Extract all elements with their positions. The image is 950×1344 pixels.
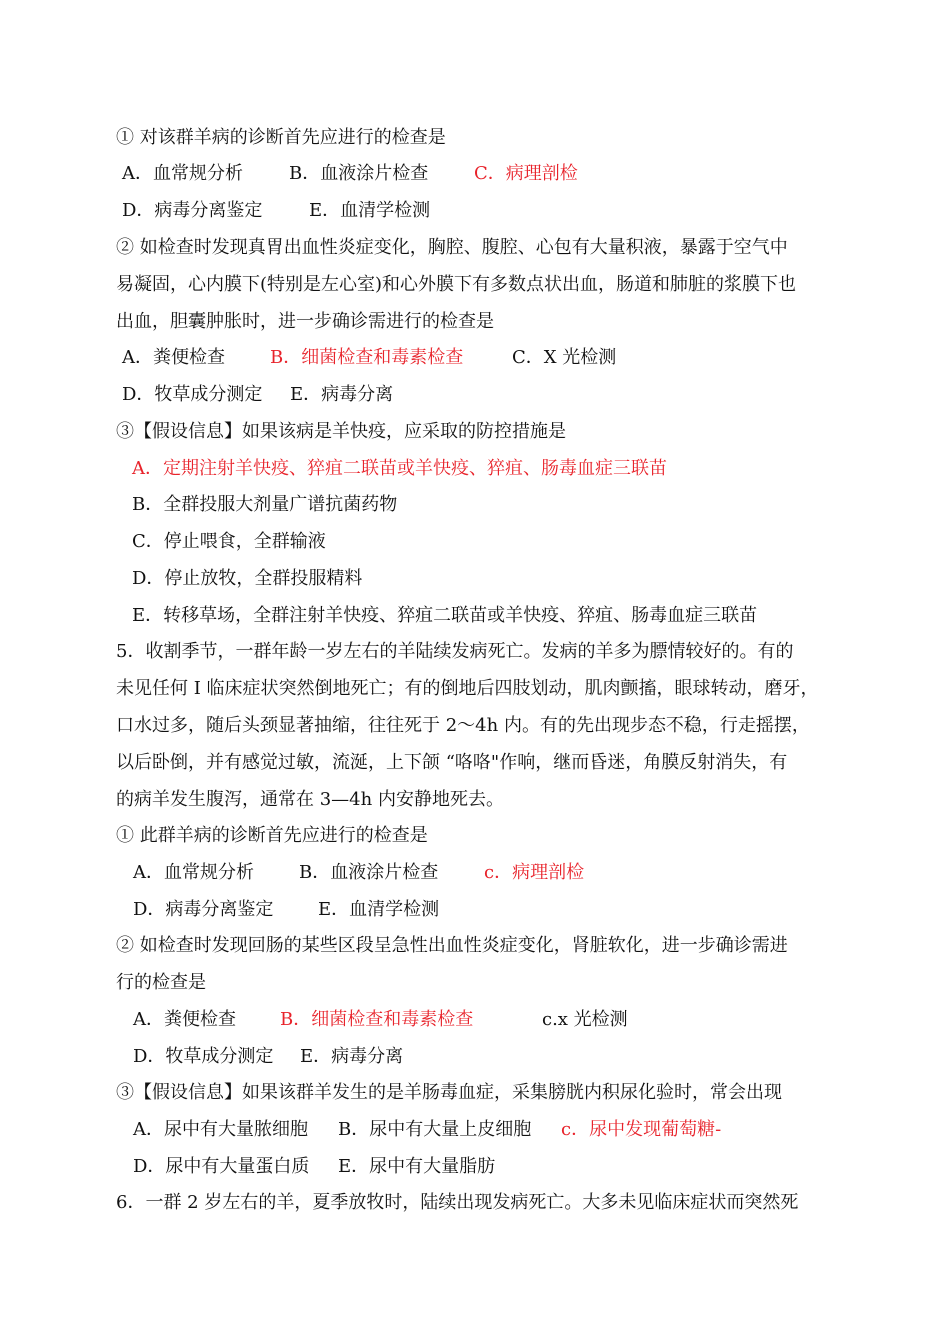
q4-sub2-stem-line-1: ② 如检查时发现真胃出血性炎症变化，胸腔、腹腔、心包有大量积液，暴露于空气中 — [116, 237, 788, 258]
q4-sub3-stem: ③【假设信息】如果该病是羊快疫，应采取的防控措施是 — [116, 421, 566, 442]
q5-sub3-option-d: D．尿中有大量蛋白质 — [133, 1156, 310, 1177]
q4-sub2-options-2 — [116, 383, 816, 407]
q4-sub2-option-c: C．X 光检测 — [512, 347, 617, 368]
q5-sub2-stem-line-1: ② 如检查时发现回肠的某些区段呈急性出血性炎症变化，肾脏软化，进一步确诊需进 — [116, 935, 788, 956]
q5-sub1-options — [116, 861, 816, 885]
q4-sub2-stem-line-3: 出血，胆囊肿胀时，进一步确诊需进行的检查是 — [116, 311, 494, 332]
q5-sub3-options-2 — [116, 1155, 816, 1179]
q5-stem-line-1: 5．收割季节，一群年龄一岁左右的羊陆续发病死亡。发病的羊多为膘情较好的。有的 — [116, 641, 794, 662]
q5-sub1-option-b: B．血液涂片检查 — [299, 862, 439, 883]
q5-sub2-option-a: A．粪便检查 — [133, 1009, 236, 1030]
q5-sub3-stem: ③【假设信息】如果该群羊发生的是羊肠毒血症，采集膀胱内积尿化验时，常会出现 — [116, 1082, 782, 1103]
q4-sub1-option-a: A．血常规分析 — [122, 163, 243, 184]
q5-sub2-option-e: E．病毒分离 — [300, 1046, 404, 1067]
q5-sub3-option-b: B．尿中有大量上皮细胞 — [338, 1119, 532, 1140]
q4-sub1-option-d: D．病毒分离鉴定 — [122, 200, 263, 221]
q4-sub1-options — [116, 162, 816, 186]
q5-sub3-option-e: E．尿中有大量脂肪 — [338, 1156, 496, 1177]
q4-sub3-option-e: E．转移草场，全群注射羊快疫、猝疽二联苗或羊快疫、猝疽、肠毒血症三联苗 — [132, 605, 758, 626]
q4-sub2-option-d: D．牧草成分测定 — [122, 384, 263, 405]
q4-sub1-option-c-answer: C．病理剖检 — [474, 163, 578, 184]
q6-stem-line-1: 6．一群 2 岁左右的羊，夏季放牧时，陆续出现发病死亡。大多未见临床症状而突然死 — [116, 1192, 799, 1213]
q5-stem-line-2: 未见任何 I 临床症状突然倒地死亡；有的倒地后四肢划动，肌肉颤搐，眼球转动，磨牙， — [116, 678, 819, 699]
q5-sub3-option-c-answer: c．尿中发现葡萄糖- — [561, 1119, 722, 1140]
q5-sub1-option-a: A．血常规分析 — [133, 862, 254, 883]
q5-sub1-option-c-answer: c．病理剖检 — [484, 862, 585, 883]
q4-sub3-option-b: B．全群投服大剂量广谱抗菌药物 — [132, 494, 398, 515]
q5-sub1-options-2 — [116, 898, 816, 922]
q4-sub1-option-b: B．血液涂片检查 — [289, 163, 429, 184]
q5-sub2-option-c: c.x 光检测 — [542, 1009, 628, 1030]
q5-sub2-options — [116, 1008, 816, 1032]
q5-stem-line-4: 以后卧倒，并有感觉过敏，流涎，上下颌 “咯咯"作响，继而昏迷，角膜反射消失，有 — [116, 752, 788, 773]
q4-sub2-option-e: E．病毒分离 — [290, 384, 394, 405]
q4-sub1-option-e: E．血清学检测 — [309, 200, 431, 221]
q4-sub2-stem-line-2: 易凝固，心内膜下(特别是左心室)和心外膜下有多数点状出血，肠道和肺脏的浆膜下也 — [116, 274, 797, 295]
q4-sub2-option-a: A．粪便检查 — [122, 347, 225, 368]
q5-sub1-option-e: E．血清学检测 — [318, 899, 440, 920]
q5-sub2-options-2 — [116, 1045, 816, 1069]
q5-sub3-options — [116, 1118, 836, 1142]
q5-stem-line-5: 的病羊发生腹泻，通常在 3—4h 内安静地死去。 — [116, 789, 504, 810]
q4-sub2-option-b-answer: B．细菌检查和毒素检查 — [270, 347, 464, 368]
q4-sub3-option-d: D．停止放牧，全群投服精料 — [132, 568, 363, 589]
q5-sub2-stem-line-2: 行的检查是 — [116, 972, 206, 993]
q5-sub1-option-d: D．病毒分离鉴定 — [133, 899, 274, 920]
q5-sub2-option-d: D．牧草成分测定 — [133, 1046, 274, 1067]
q5-stem-line-3: 口水过多，随后头颈显著抽缩，往往死于 2～4h 内。有的先出现步态不稳，行走摇摆， — [116, 715, 810, 736]
q4-sub2-options — [116, 346, 816, 370]
q4-sub3-option-a-answer: A．定期注射羊快疫、猝疽二联苗或羊快疫、猝疽、肠毒血症三联苗 — [132, 458, 667, 479]
q5-sub1-stem: ① 此群羊病的诊断首先应进行的检查是 — [116, 825, 428, 846]
q4-sub3-option-c: C．停止喂食，全群输液 — [132, 531, 326, 552]
q5-sub3-option-a: A．尿中有大量脓细胞 — [133, 1119, 308, 1140]
q4-sub1-stem: ① 对该群羊病的诊断首先应进行的检查是 — [116, 127, 446, 148]
q4-sub1-options-2 — [116, 199, 816, 223]
q5-sub2-option-b-answer: B．细菌检查和毒素检查 — [280, 1009, 474, 1030]
